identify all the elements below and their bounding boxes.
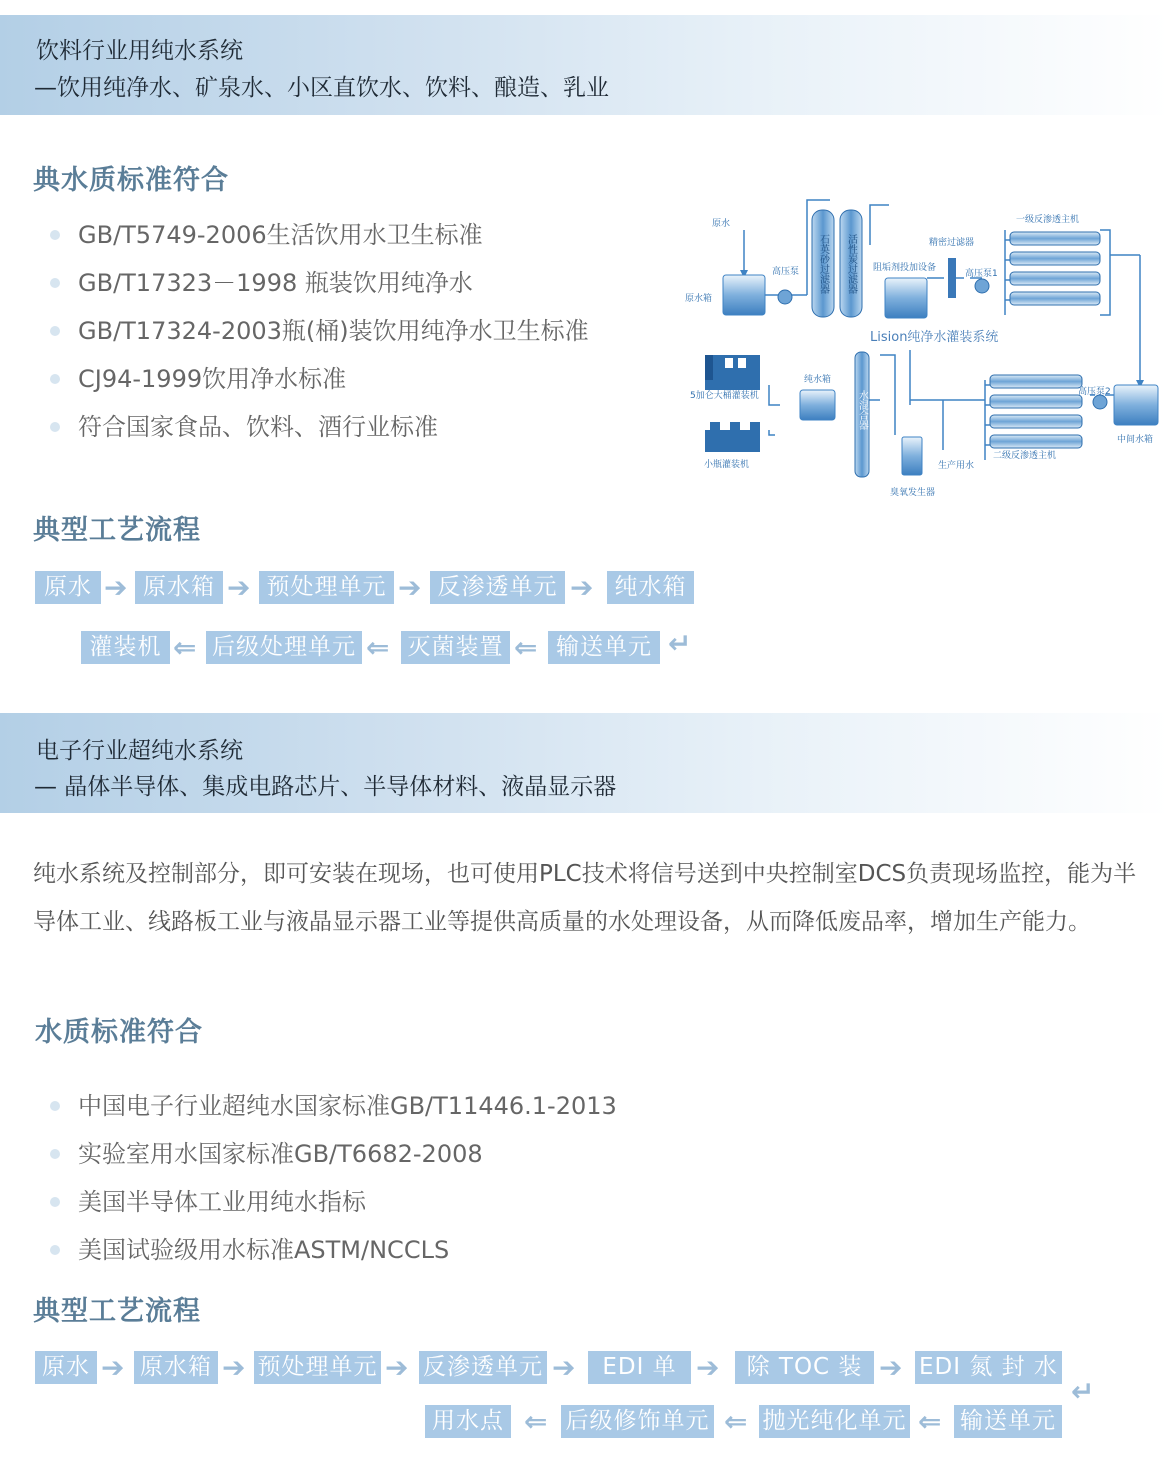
- standards-list: [48, 1082, 617, 1274]
- diagram-label: 一级反渗透主机: [1016, 215, 1080, 225]
- arrow-right-icon: ➔: [398, 571, 422, 604]
- diagram-label: 高压泵2: [1078, 387, 1111, 397]
- standards-list: [48, 211, 589, 451]
- flow-step: 除 TOC 装: [735, 1351, 874, 1384]
- diagram-label: 生产用水: [938, 461, 975, 471]
- arrow-right-icon: ➔: [696, 1351, 720, 1384]
- list-item: GB/T17324-2003瓶(桶)装饮用纯净水卫生标准: [48, 307, 589, 355]
- diagram-label: 小瓶灌装机: [704, 460, 750, 470]
- list-item: GB/T17323－1998 瓶装饮用纯净水: [48, 259, 589, 307]
- diagram-title: Lision纯净水灌装系统: [870, 330, 999, 345]
- arrow-right-icon: ➔: [227, 571, 251, 604]
- arrow-left-icon: ⇐: [173, 631, 197, 664]
- flow-step: 抛光纯化单元: [759, 1405, 910, 1438]
- diagram-label: 二级反渗透主机: [993, 451, 1057, 461]
- arrow-left-icon: ⇐: [918, 1405, 942, 1438]
- arrow-left-icon: ⇐: [514, 631, 538, 664]
- arrow-right-icon: ➔: [222, 1351, 246, 1384]
- flow-step: 反渗透单元: [430, 571, 565, 604]
- banner-subtitle: — 晶体半导体、集成电路芯片、半导体材料、液晶显示器: [34, 774, 617, 800]
- diagram-label: 石英砂过滤器: [817, 234, 829, 294]
- section1-banner: [0, 15, 1170, 115]
- banner-title: 饮料行业用纯水系统: [36, 38, 243, 64]
- flow-step: EDI 单: [588, 1351, 691, 1384]
- flow-step: 用水点: [425, 1405, 511, 1438]
- diagram-label: 原水箱: [685, 294, 713, 304]
- list-item: GB/T5749-2006生活饮用水卫生标准: [48, 211, 589, 259]
- process-heading: 典型工艺流程: [33, 1296, 201, 1327]
- flow-step: 原水箱: [135, 571, 223, 604]
- return-arrow-icon: ↵: [1071, 1375, 1095, 1408]
- flow-step: EDI 氮 封 水: [915, 1351, 1062, 1384]
- flow-step: 预处理单元: [259, 571, 394, 604]
- diagram-label: 纯水箱: [804, 375, 832, 385]
- list-item: 中国电子行业超纯水国家标准GB/T11446.1-2013: [48, 1082, 617, 1130]
- flow-step: 输送单元: [548, 631, 660, 664]
- diagram-label: 活性炭过滤器: [845, 234, 857, 294]
- process-heading: 典型工艺流程: [33, 515, 201, 546]
- arrow-right-icon: ➔: [385, 1351, 409, 1384]
- list-item: 实验室用水国家标准GB/T6682-2008: [48, 1130, 617, 1178]
- diagram-label: 水混合器: [856, 390, 868, 430]
- flow-step: 输送单元: [954, 1405, 1062, 1438]
- flow-step: 预处理单元: [254, 1351, 381, 1384]
- arrow-right-icon: ➔: [552, 1351, 576, 1384]
- diagram-label: 臭氧发生器: [890, 488, 936, 498]
- flow-step: 原水: [35, 1351, 97, 1384]
- banner-title: 电子行业超纯水系统: [36, 738, 243, 764]
- arrow-right-icon: ➔: [104, 571, 128, 604]
- arrow-left-icon: ⇐: [366, 631, 390, 664]
- arrow-right-icon: ➔: [879, 1351, 903, 1384]
- return-arrow-icon: ↵: [668, 627, 692, 660]
- flow-step: 纯水箱: [607, 571, 694, 604]
- banner-subtitle: —饮用纯净水、矿泉水、小区直饮水、饮料、酿造、乳业: [34, 75, 609, 101]
- flow-step: 原水箱: [134, 1351, 218, 1384]
- diagram-label: 高压泵1: [965, 269, 998, 279]
- flow-step: 反渗透单元: [419, 1351, 547, 1384]
- list-item: CJ94-1999饮用净水标准: [48, 355, 589, 403]
- diagram-label: 原水: [712, 219, 731, 229]
- diagram-label: 5加仑大桶灌装机: [690, 391, 759, 401]
- arrow-right-icon: ➔: [101, 1351, 125, 1384]
- standards-heading: 典水质标准符合: [33, 165, 229, 196]
- standards-heading: 水质标准符合: [35, 1017, 203, 1048]
- arrow-left-icon: ⇐: [724, 1405, 748, 1438]
- flow-step: 灌装机: [81, 631, 170, 664]
- list-item: 符合国家食品、饮料、酒行业标准: [48, 403, 589, 451]
- flow-step: 原水: [35, 571, 101, 604]
- section2-banner: [0, 713, 1170, 813]
- description-paragraph: 纯水系统及控制部分，即可安装在现场，也可使用PLC技术将信号送到中央控制室DCS负责现场监控，能为半导体工业、线路板工业与液晶显示器工业等提供高质量的水处理设备，从而降低废品率，增加生产能力。: [33, 861, 1137, 935]
- list-item: 美国试验级用水标准ASTM/NCCLS: [48, 1226, 617, 1274]
- arrow-left-icon: ⇐: [524, 1405, 548, 1438]
- diagram-label: 阻垢剂投加设备: [873, 263, 937, 273]
- flow-step: 后级处理单元: [206, 631, 362, 664]
- diagram-label: 精密过滤器: [929, 238, 975, 248]
- diagram-label: 高压泵: [772, 267, 800, 277]
- flow-step: 后级修饰单元: [561, 1405, 714, 1438]
- list-item: 美国半导体工业用纯水指标: [48, 1178, 617, 1226]
- arrow-right-icon: ➔: [570, 571, 594, 604]
- water-system-diagram: [680, 190, 1165, 500]
- diagram-label: 中间水箱: [1117, 435, 1154, 445]
- flow-step: 灭菌装置: [401, 631, 510, 664]
